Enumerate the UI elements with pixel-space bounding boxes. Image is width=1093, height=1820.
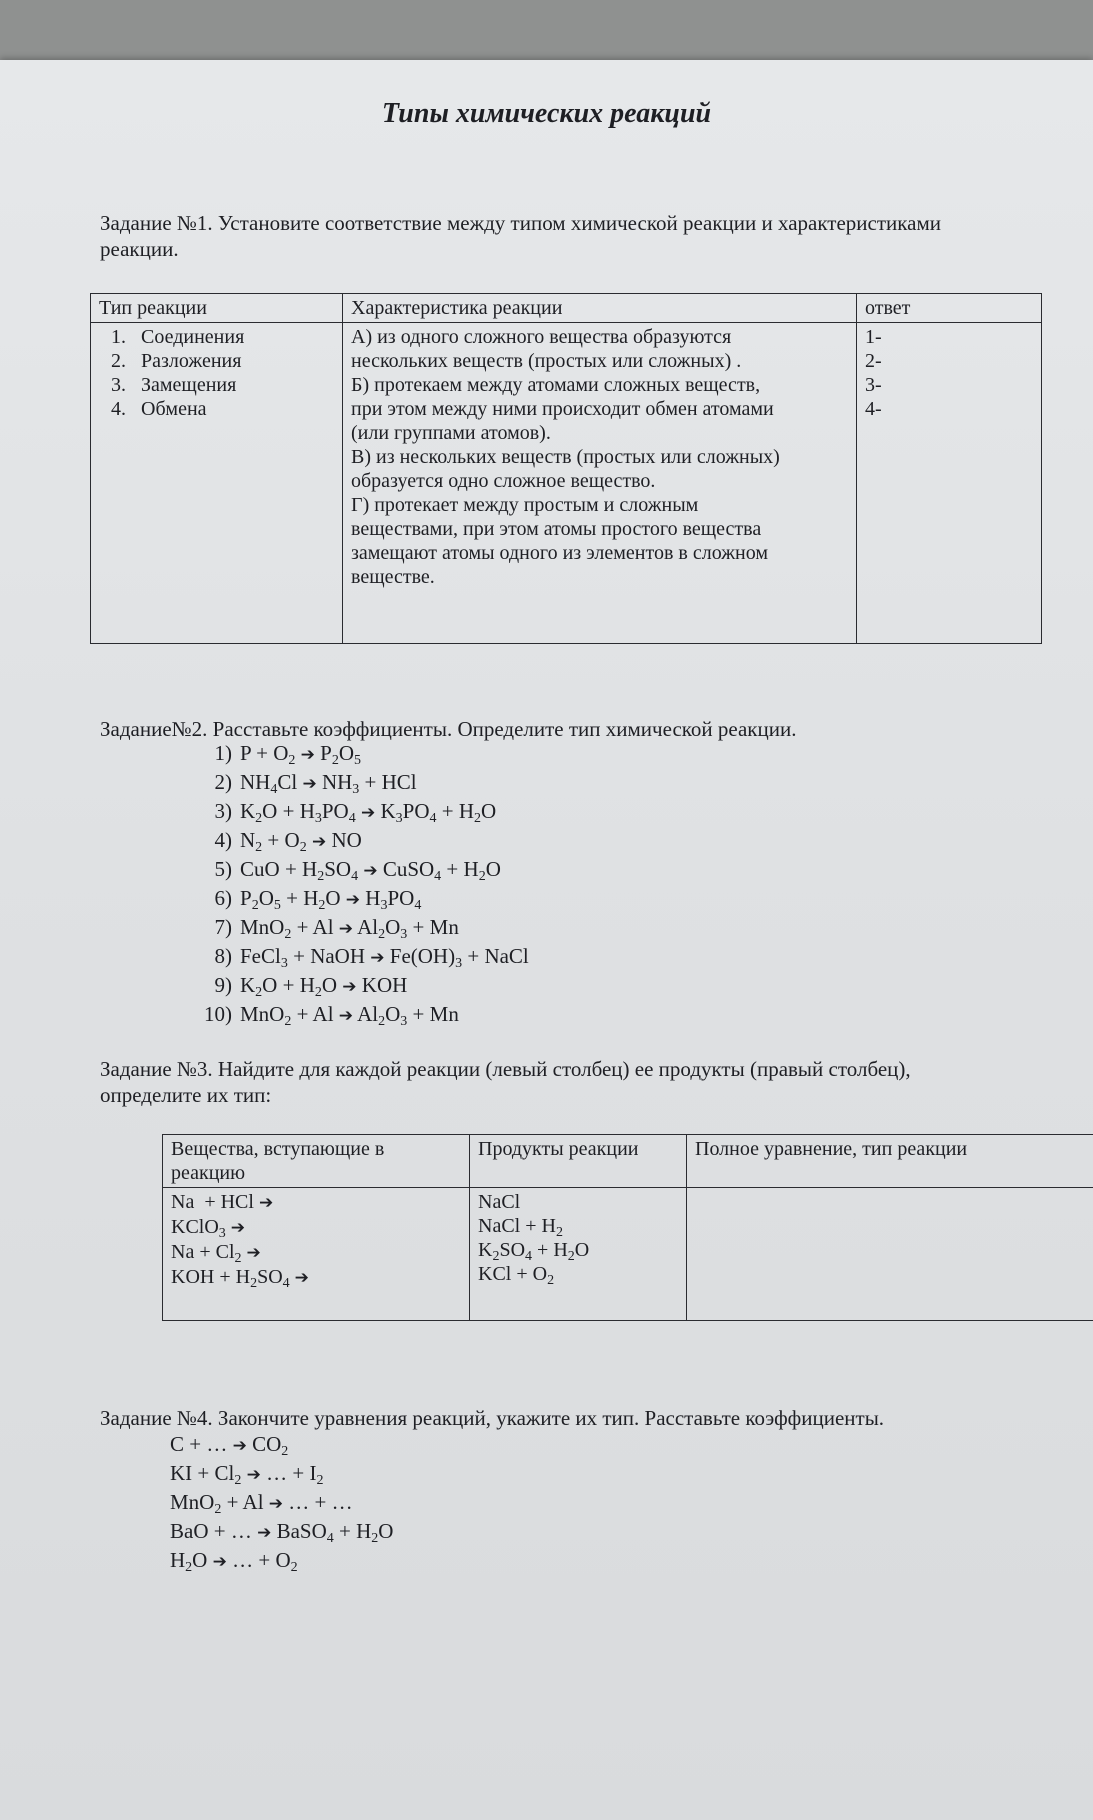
task3-full-equation-cell <box>687 1188 1093 1321</box>
characteristic-line: (или группами атомов). <box>351 422 551 444</box>
formula-part: Cl <box>492 1263 512 1285</box>
formula-part: + <box>286 886 298 910</box>
formula-part: + <box>226 1490 239 1514</box>
formula-part: + <box>296 915 309 939</box>
formula-part: + <box>282 799 295 823</box>
subscript: 2 <box>251 898 259 913</box>
formula-part: Al <box>242 1490 264 1514</box>
arrow-icon: ➔ <box>232 1436 247 1456</box>
arrow-icon: ➔ <box>268 1494 284 1514</box>
formula-part: Cl <box>214 1461 235 1485</box>
subscript: 3 <box>455 956 463 971</box>
formula-part: I <box>309 1461 317 1485</box>
formula-part: H <box>553 1239 568 1261</box>
subscript: 3 <box>314 811 322 826</box>
formula-part: + <box>412 1002 425 1026</box>
formula-part: PO <box>402 799 430 823</box>
subscript: 3 <box>380 898 388 913</box>
arrow-icon: ➔ <box>258 1193 274 1213</box>
equation-item: 2) $NH_4Cl$ ➔ $NH_3$ + HCl <box>214 770 417 797</box>
task3-reactants-cell <box>163 1188 470 1321</box>
subscript: 2 <box>214 1502 222 1517</box>
formula-part: NaCl <box>484 944 529 968</box>
formula-part: O <box>385 915 401 939</box>
task2-title: Задание№2. Расставьте коэффициенты. Определите тип химической реакции. <box>100 717 797 741</box>
formula-part: K <box>240 973 256 997</box>
task1-types-cell <box>91 323 343 644</box>
formula-part: K <box>380 799 396 823</box>
page-title: Типы химических реакций <box>381 98 712 129</box>
subscript: 4 <box>525 1249 533 1264</box>
formula-part: NaCl <box>478 1191 521 1213</box>
formula-part: Cl <box>277 770 298 794</box>
subscript: 2 <box>547 1273 555 1288</box>
task2-equation-list <box>196 740 529 1030</box>
formula-part: K <box>478 1263 493 1285</box>
subscript: 2 <box>290 1560 298 1575</box>
characteristic-line: Б) протекаем между атомами сложных веществ, <box>351 374 761 396</box>
formula-part: Mn <box>429 1002 459 1026</box>
formula-part: NO <box>331 828 362 852</box>
subscript: 3 <box>280 956 288 971</box>
task1-title-line2: реакции. <box>100 237 179 261</box>
task1-title-line1: Задание №1. Установите соответствие между типом химической реакции и характеристиками <box>100 211 941 235</box>
formula-part: Al <box>312 1002 334 1026</box>
product-line <box>478 1238 678 1262</box>
formula-part: P <box>240 741 251 765</box>
formula-part: NH <box>240 770 271 794</box>
formula-part: NaCl <box>478 1215 521 1237</box>
formula-part: … <box>230 1519 252 1543</box>
subscript: 2 <box>281 1444 289 1459</box>
characteristic-line: В) из нескольких веществ (простых или сложных) <box>351 446 780 468</box>
formula-part: C <box>170 1432 185 1456</box>
subscript: 2 <box>474 811 482 826</box>
subscript: 2 <box>478 869 486 884</box>
equation-item: 3) $K_2O + H_3PO_4$ ➔ $K_3PO_4 + H_2O$ <box>214 799 497 826</box>
subscript: 4 <box>351 869 359 884</box>
formula-part: MnO <box>170 1490 215 1514</box>
formula-part: HCl <box>381 770 417 794</box>
task3-title-line1: Задание №3. Найдите для каждой реакции (левый столбец) ее продукты (правый столбец), <box>100 1057 911 1081</box>
task3-products-cell <box>470 1188 687 1321</box>
formula-part: + <box>516 1263 528 1285</box>
formula-part: + <box>213 1519 226 1543</box>
formula-part: + <box>537 1239 549 1261</box>
subscript: 2 <box>567 1249 575 1264</box>
formula-part: O <box>262 973 278 997</box>
reaction-type-item: 3. Замещения <box>111 374 237 396</box>
formula-part: O <box>275 1548 291 1572</box>
equation-item: 4) $N_2 + O_2$ ➔ NO <box>214 828 362 855</box>
characteristic-line: нескольких веществ (простых или сложных) . <box>351 350 742 372</box>
task1-characteristics-cell <box>343 323 857 644</box>
formula-part: Na <box>171 1191 195 1213</box>
answer-slot: 3- <box>865 374 882 396</box>
formula-part: H <box>235 1266 251 1288</box>
formula-part: SO <box>499 1239 526 1261</box>
characteristic-line: веществе. <box>351 566 435 588</box>
formula-part: H <box>463 857 479 881</box>
formula-part: + <box>293 944 305 968</box>
formula-part: Cl <box>215 1241 235 1263</box>
task4-equation-list <box>170 1431 393 1576</box>
subscript: 4 <box>348 811 356 826</box>
formula-part: NaOH <box>310 944 366 968</box>
subscript: 5 <box>273 898 281 913</box>
answer-slot: 1- <box>865 326 882 348</box>
subscript: 2 <box>234 1473 242 1488</box>
formula-part: CuO <box>240 857 280 881</box>
arrow-icon: ➔ <box>338 1006 354 1026</box>
subscript: 2 <box>284 1014 292 1029</box>
subscript: 3 <box>352 782 360 797</box>
characteristic-line: А) из одного сложного вещества образуются <box>351 326 732 348</box>
subscript: 4 <box>434 869 442 884</box>
task4-title: Задание №4. Закончите уравнения реакций, укажите их тип. Расставьте коэффициенты. <box>100 1406 885 1430</box>
formula-part: O <box>385 1002 401 1026</box>
formula-part: + <box>219 1266 231 1288</box>
formula-part: BaSO <box>276 1519 327 1543</box>
formula-part: + <box>467 944 480 968</box>
characteristic-line: Г) протекает между простым и сложным <box>351 494 699 516</box>
formula-part: O <box>532 1263 548 1285</box>
formula-part: KOH <box>171 1266 215 1288</box>
subscript: 3 <box>218 1226 226 1241</box>
formula-part: H <box>365 886 381 910</box>
formula-part: PO <box>387 886 415 910</box>
equation-item <box>170 1431 393 1460</box>
arrow-icon: ➔ <box>294 1268 309 1288</box>
formula-part: CuSO <box>382 857 435 881</box>
task1-title <box>100 210 941 262</box>
formula-part: H <box>458 799 475 823</box>
formula-part: + <box>339 1519 351 1543</box>
subscript: 2 <box>331 753 339 768</box>
reactant-line <box>171 1265 461 1290</box>
equation-item: 6) $P_2O_5 + H_2O$ ➔ $H_3PO_4$ <box>214 886 422 913</box>
formula-part: + <box>197 1461 210 1485</box>
answer-slot: 2- <box>865 350 882 372</box>
formula-part: + <box>296 1002 309 1026</box>
formula-part: P <box>320 741 332 765</box>
formula-part: + <box>189 1432 202 1456</box>
equation-item: 9) $K_2O + H_2O$ ➔ KOH <box>214 973 408 1000</box>
characteristic-line: веществами, при этом атомы простого вещества <box>351 518 762 540</box>
arrow-icon: ➔ <box>338 919 354 939</box>
formula-part: + <box>256 741 268 765</box>
formula-part: O <box>338 741 355 765</box>
formula-part: + <box>282 973 295 997</box>
formula-part: O <box>325 886 341 910</box>
reaction-type-item: 1. Соединения <box>111 326 245 348</box>
subscript: 2 <box>371 1531 379 1546</box>
subscript: 2 <box>185 1560 193 1575</box>
formula-part: KClO <box>171 1216 219 1238</box>
reactant-line <box>171 1215 461 1240</box>
formula-part: … <box>331 1490 353 1514</box>
formula-part: CO <box>252 1432 282 1456</box>
subscript: 2 <box>492 1249 500 1264</box>
arrow-icon: ➔ <box>302 774 317 794</box>
arrow-icon: ➔ <box>345 890 361 910</box>
arrow-icon: ➔ <box>230 1218 246 1238</box>
task1-table <box>90 293 1042 644</box>
formula-part: FeCl <box>240 944 281 968</box>
task1-answers-cell <box>857 323 1042 644</box>
formula-part: HCl <box>220 1191 254 1213</box>
formula-part: KI <box>170 1461 193 1485</box>
formula-part: H <box>303 886 319 910</box>
formula-part: Na <box>171 1241 195 1263</box>
subscript: 4 <box>326 1531 334 1546</box>
characteristic-line: образуется одно сложное вещество. <box>351 470 656 492</box>
formula-part: N <box>240 828 256 852</box>
arrow-icon: ➔ <box>257 1523 272 1543</box>
subscript: 2 <box>378 1014 386 1029</box>
equation-item <box>170 1489 393 1518</box>
subscript: 3 <box>395 811 403 826</box>
subscript: 2 <box>255 811 263 826</box>
formula-part: PO <box>321 799 349 823</box>
formula-part: P <box>240 886 252 910</box>
formula-part: O <box>284 828 300 852</box>
equation-item: 10) MnO$_2$ + Al ➔ $Al_2O_3 + Mn$ <box>204 1002 459 1029</box>
equation-item: 7) MnO$_2$ + Al ➔ $Al_2O_3 + Mn$ <box>214 915 459 942</box>
arrow-icon: ➔ <box>370 948 385 968</box>
formula-part: Al <box>357 915 379 939</box>
subscript: 4 <box>429 811 437 826</box>
formula-part: SO <box>324 857 352 881</box>
subscript: 2 <box>250 1276 258 1291</box>
formula-part: H <box>299 973 315 997</box>
formula-part: H <box>170 1548 186 1572</box>
formula-part: O <box>574 1239 590 1261</box>
subscript: 4 <box>414 898 422 913</box>
equation-item: 1) $P + O_2$ ➔ $P_2O_5$ <box>214 741 362 768</box>
arrow-icon: ➔ <box>363 861 378 881</box>
task3-header-full: Полное уравнение, тип реакции <box>687 1135 1093 1188</box>
arrow-icon: ➔ <box>246 1243 261 1263</box>
formula-part: H <box>541 1215 556 1237</box>
formula-part: O <box>273 741 289 765</box>
subscript: 2 <box>284 927 292 942</box>
formula-part: … <box>232 1548 254 1572</box>
arrow-icon: ➔ <box>212 1552 227 1572</box>
task3-header-reactants: Вещества, вступающие в реакцию <box>163 1135 470 1188</box>
formula-part: + <box>314 1490 327 1514</box>
task3-title <box>100 1056 911 1108</box>
product-line <box>478 1214 678 1238</box>
characteristic-line: при этом между ними происходит обмен атомами <box>351 398 774 420</box>
formula-part: + <box>204 1191 216 1213</box>
formula-part: O <box>481 799 497 823</box>
formula-part: SO <box>257 1266 283 1288</box>
formula-part: + <box>525 1215 537 1237</box>
task3-table <box>162 1134 1093 1321</box>
subscript: 2 <box>299 840 307 855</box>
subscript: 3 <box>400 1014 408 1029</box>
formula-part: BaO <box>170 1519 209 1543</box>
formula-part: Fe(OH) <box>389 944 456 968</box>
reactant-line <box>171 1190 461 1215</box>
formula-part: + <box>446 857 459 881</box>
formula-part: K <box>240 799 256 823</box>
formula-part: + <box>292 1461 305 1485</box>
task1-header-type: Тип реакции <box>91 294 343 323</box>
subscript: 2 <box>317 869 325 884</box>
formula-part: K <box>478 1239 493 1261</box>
reaction-type-item: 2. Разложения <box>111 350 242 372</box>
formula-part: NH <box>321 770 353 794</box>
formula-part: … <box>206 1432 228 1456</box>
subscript: 4 <box>270 782 278 797</box>
subscript: 2 <box>318 898 326 913</box>
formula-part: O <box>192 1548 208 1572</box>
reaction-type-item: 4. Обмена <box>111 398 207 420</box>
subscript: 2 <box>316 1473 324 1488</box>
subscript: 2 <box>378 927 386 942</box>
formula-part: KOH <box>361 973 408 997</box>
reaction-type-list <box>99 325 334 421</box>
equation-item <box>170 1518 393 1547</box>
formula-part: H <box>299 799 315 823</box>
formula-part: + <box>441 799 454 823</box>
arrow-icon: ➔ <box>311 832 327 852</box>
formula-part: … <box>266 1461 288 1485</box>
arrow-icon: ➔ <box>246 1465 261 1485</box>
subscript: 2 <box>234 1251 242 1266</box>
arrow-icon: ➔ <box>360 803 376 823</box>
arrow-icon: ➔ <box>342 977 357 997</box>
formula-part: H <box>302 857 318 881</box>
subscript: 5 <box>354 753 362 768</box>
formula-part: + <box>267 828 280 852</box>
equation-item <box>170 1460 393 1489</box>
formula-part: O <box>258 886 274 910</box>
subscript: 4 <box>282 1276 290 1291</box>
formula-part: Al <box>312 915 334 939</box>
task3-header-products: Продукты реакции <box>470 1135 687 1188</box>
formula-part: O <box>485 857 501 881</box>
subscript: 2 <box>314 985 322 1000</box>
formula-part: + <box>284 857 297 881</box>
reactant-line <box>171 1240 461 1265</box>
subscript: 2 <box>255 985 263 1000</box>
formula-part: + <box>412 915 425 939</box>
arrow-icon: ➔ <box>300 745 315 765</box>
product-line <box>478 1190 678 1214</box>
task3-title-line2: определите их тип: <box>100 1083 272 1107</box>
formula-part: MnO <box>240 915 285 939</box>
formula-part: H <box>356 1519 372 1543</box>
formula-part: O <box>378 1519 394 1543</box>
formula-part: O <box>321 973 338 997</box>
formula-part: + <box>364 770 377 794</box>
formula-part: MnO <box>240 1002 285 1026</box>
equation-item: 8) FeCl$_3$ + NaOH ➔ $Fe(OH)_3$ + NaCl <box>214 944 529 971</box>
task1-header-answer: ответ <box>857 294 1042 323</box>
formula-part: Mn <box>429 915 459 939</box>
answer-slot: 4- <box>865 398 882 420</box>
subscript: 3 <box>400 927 408 942</box>
subscript: 2 <box>288 753 296 768</box>
subscript: 2 <box>255 840 263 855</box>
formula-part: … <box>288 1490 310 1514</box>
formula-part: Al <box>357 1002 379 1026</box>
subscript: 2 <box>555 1225 563 1240</box>
characteristic-line: замещают атомы одного из элементов в сложном <box>351 542 769 564</box>
task1-header-characteristic: Характеристика реакции <box>343 294 857 323</box>
equation-item: 5) CuO + $H_2SO_4$ ➔ CuSO$_4$ + $H_2O$ <box>214 857 501 884</box>
formula-part: + <box>199 1241 211 1263</box>
equation-item <box>170 1547 393 1576</box>
product-line <box>478 1262 678 1286</box>
formula-part: O <box>262 799 278 823</box>
formula-part: + <box>258 1548 271 1572</box>
